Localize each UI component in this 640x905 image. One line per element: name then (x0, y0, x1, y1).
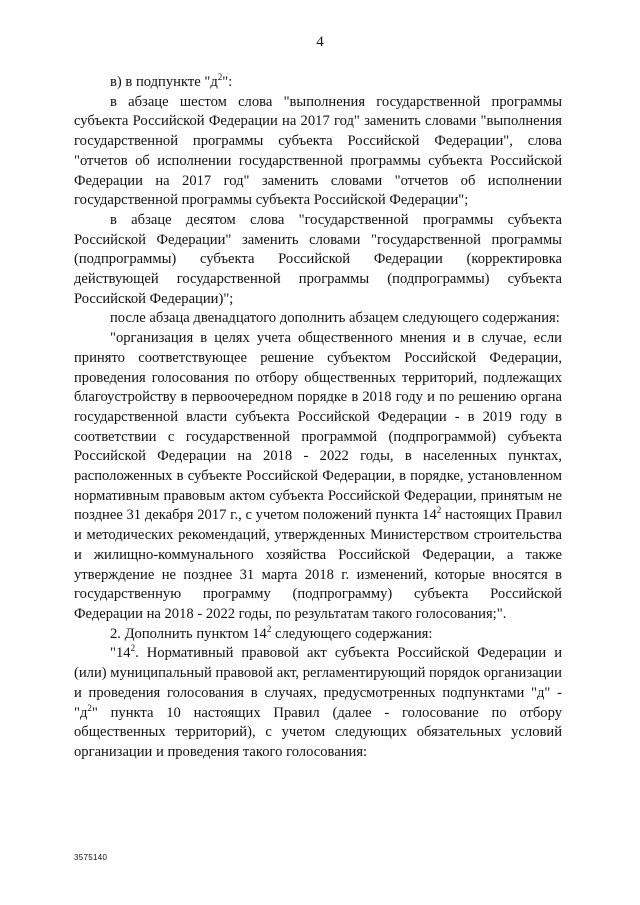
text-run: в) в подпункте "д (110, 74, 218, 90)
text-run: ": (222, 74, 233, 90)
page-number: 4 (316, 34, 324, 50)
paragraph-subitem-v (74, 73, 562, 93)
text-run: следующего содержания: (271, 625, 433, 642)
text-run: 2. Дополнить пунктом 14 (110, 625, 267, 642)
superscript: 2 (130, 643, 136, 654)
superscript: 2 (266, 623, 272, 634)
superscript: 2 (217, 72, 223, 83)
document-id: 3575140 (74, 853, 108, 862)
paragraph-tenth-abzac: в абзаце десятом слова "государственной программы субъекта Российской Федерации" заменить словами "государственной программы (подпрограммы) субъекта Российской Федерации (корректировка действующей государственной программы (подпрограммы) субъекта Российской Федерации)"; (74, 211, 562, 307)
document-body (74, 73, 562, 763)
paragraph-after-twelfth: после абзаца двенадцатого дополнить абзацем следующего содержания: (110, 310, 560, 327)
paragraph-point-14-2 (74, 644, 562, 762)
paragraph-sixth-abzac: в абзаце шестом слова "выполнения государственной программы субъекта Российской Федерации на 2017 год" заменить словами "выполнения государственной программы субъекта Российской Федерации", слова "отчетов об исполнении государственной программы субъекта Российской Федерации на 2017 год" заменить словами "отчетов об исполнении государственной программы субъекта Российской Федерации"; (74, 93, 562, 209)
superscript: 2 (87, 702, 92, 713)
superscript: 2 (436, 505, 442, 516)
text-run: "организация в целях учета общественного мнения и в случае, если принято соответствующее решение субъектом Российской Федерации, проведения голосования по отбору общественных территорий, подлежащих благоустройству в первоочередном порядке в 2018 году и по решению органа государственной власти субъекта Российской Федерации - в 2019 году в соответствии с государственной программой (подпрограммой) субъекта Российской Федерации на 2018 - 2022 годы, в населенных пунктах, расположенных в субъекте Российской Федерации, в порядке, установленном нормативным правовым актом субъекта Российской Федерации, принятым не позднее 31 декабря 2017 г., с учетом положений пункта 14 (74, 330, 562, 524)
text-run: . Нормативный правовой акт субъекта Российской Федерации и (или) муниципальный правовой акт, регламентирующий порядок организации и проведения голосования в случаях, предусмотренных подпунктами "д" - "д (74, 645, 562, 721)
text-run: " пункта 10 настоящих Правил (далее - голосование по отбору общественных территорий), с учетом следующих обязательных условий организации и проведения такого голосования: (74, 704, 562, 760)
paragraph-item-2 (74, 625, 562, 645)
text-run: "14 (110, 645, 131, 662)
text-run: настоящих Правил и методических рекомендаций, утвержденных Министерством строительства и жилищно-коммунального хозяйства Российской Федерации, а также утверждение не позднее 31 марта 2018 г. изменений, которые вносятся в государственную программу (подпрограмму) субъекта Российской Федерации на 2018 - 2022 годы, по результатам такого голосования;". (74, 507, 563, 622)
paragraph-quoted-insertion (74, 329, 562, 625)
